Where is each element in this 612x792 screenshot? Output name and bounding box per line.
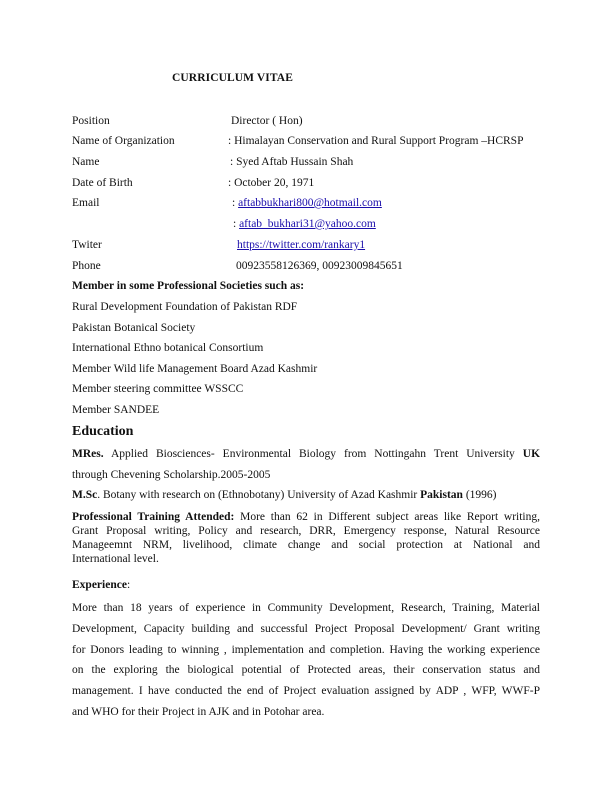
list-item: Member Wild life Management Board Azad Kashmir [72, 363, 318, 375]
colon: : [233, 218, 237, 230]
degree-label: MRes. [72, 448, 104, 460]
list-item: International Ethno botanical Consortium [72, 342, 264, 354]
email-link-hotmail[interactable]: aftabbukhari800@hotmail.com [238, 197, 382, 209]
field-label: Position [72, 115, 110, 127]
education-msc [72, 487, 497, 503]
experience-line: Development, Capacity building and successful Project Proposal Development/ Grant writing [72, 622, 540, 635]
education-mres [72, 444, 540, 486]
list-item: Pakistan Botanical Society [72, 322, 196, 334]
experience-label: Experience [72, 579, 127, 591]
training-line-4: International level. [72, 553, 159, 565]
training-label: Professional Training Attended: [72, 511, 235, 523]
degree-country: Pakistan [420, 489, 463, 501]
degree-label: M.Sc [72, 489, 98, 501]
education-heading: Education [72, 424, 134, 439]
field-value [232, 195, 382, 211]
experience-line: More than 18 years of experience in Community Development, Research, Training, Material [72, 602, 540, 614]
experience-line: for Donors leading to winning , implementation and completion. Having the working experience [72, 643, 540, 656]
training-line-3: Manageemnt NRM, livelihood, climate change and social protection at National and [72, 539, 540, 551]
field-label: Email [72, 197, 100, 209]
experience-line: and WHO for their Project in AJK and in Potohar area. [72, 705, 325, 718]
field-value: : Himalayan Conservation and Rural Support Program –HCRSP [228, 135, 524, 147]
twitter-link[interactable]: https://twitter.com/rankary1 [237, 239, 366, 251]
training-line-1 [72, 510, 540, 524]
field-label: Date of Birth [72, 177, 133, 189]
societies-heading: Member in some Professional Societies such as: [72, 280, 305, 292]
field-value: 00923558126369, 00923009845651 [236, 260, 403, 272]
field-label: Name of Organization [72, 135, 175, 147]
mres-line-1 [72, 444, 540, 465]
list-item: Rural Development Foundation of Pakistan RDF [72, 301, 298, 313]
experience-line: management. I have conducted the end of Project evaluation assigned by ADP , WFP, WWF-P [72, 685, 540, 698]
field-label: Name [72, 156, 100, 168]
list-item: Member SANDEE [72, 404, 160, 416]
field-value [233, 216, 376, 232]
degree-year: (1996) [465, 489, 497, 501]
field-value: : Syed Aftab Hussain Shah [230, 156, 354, 168]
field-value: Director ( Hon) [231, 115, 303, 127]
experience-heading [72, 577, 130, 593]
mres-line-2: through Chevening Scholarship.2005-2005 [72, 468, 271, 481]
experience-line: on the exploring the biological potential of Protected areas, their conservation status and [72, 664, 540, 677]
colon: : [126, 579, 131, 591]
degree-country: UK [522, 448, 541, 460]
education-training [72, 510, 540, 566]
document-title: CURRICULUM VITAE [172, 72, 293, 84]
training-line-2: Grant Proposal writing, Policy and research, DRR, Emergency response, Natural Resource [72, 525, 540, 537]
field-label: Twiter [72, 239, 102, 251]
experience-paragraph [72, 598, 540, 723]
training-text: More than 62 in Different subject areas like Report writing, [240, 511, 541, 523]
degree-text: Applied Biosciences- Environmental Biology from Nottingahn Trent University [110, 448, 515, 460]
colon: : [232, 197, 236, 209]
degree-text: . Botany with research on (Ethnobotany) University of Azad Kashmir [97, 489, 418, 501]
field-value: : October 20, 1971 [228, 177, 315, 189]
field-label: Phone [72, 260, 101, 272]
email-link-yahoo[interactable]: aftab_bukhari31@yahoo.com [239, 218, 376, 230]
list-item: Member steering committee WSSCC [72, 383, 244, 395]
